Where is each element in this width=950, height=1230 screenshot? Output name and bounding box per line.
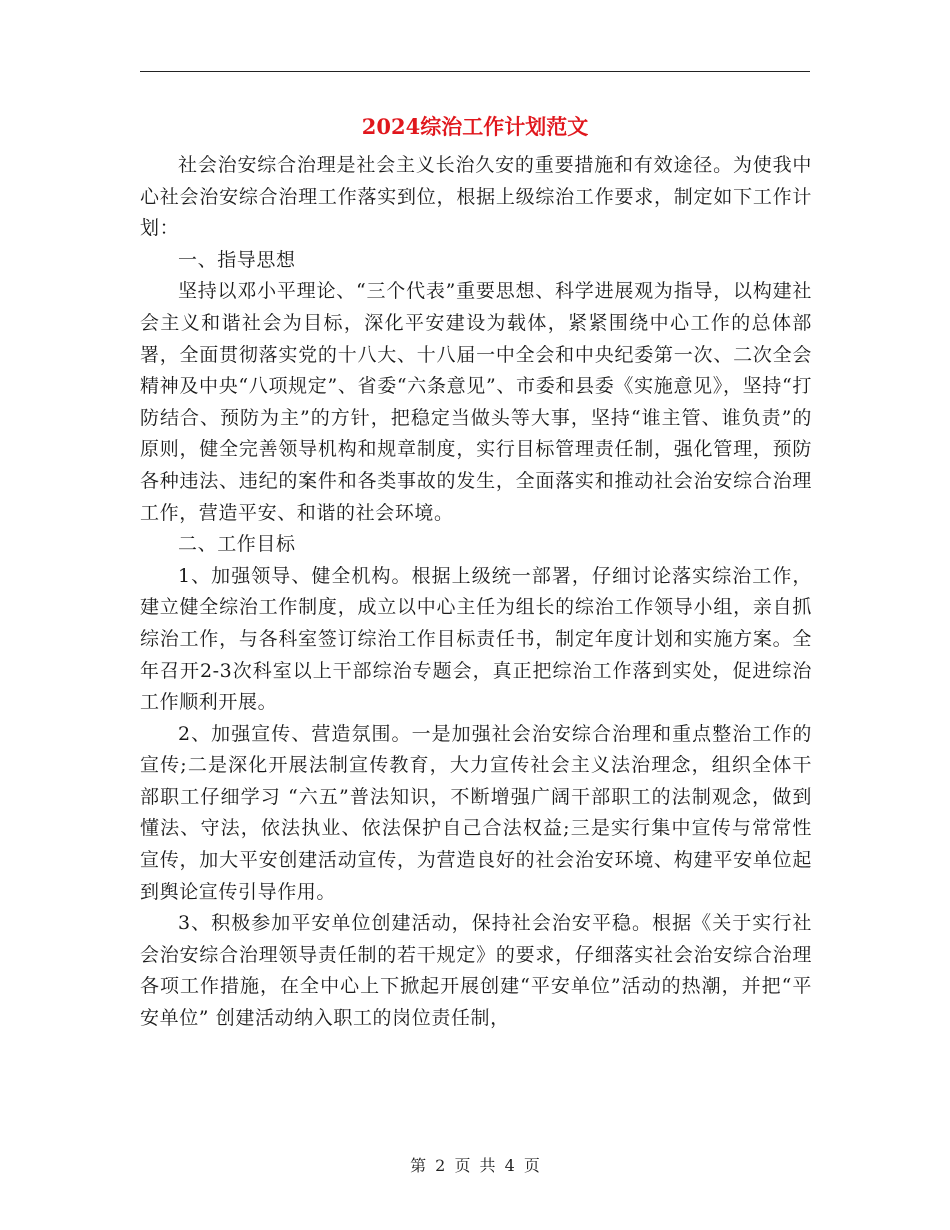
section-heading-work-goals: 二、工作目标 (178, 533, 296, 556)
section-heading-guiding-thought: 一、指导思想 (178, 248, 296, 271)
paragraph-goal-3: 3、积极参加平安单位创建活动，保持社会治安平稳。根据《关于实行社会治安综合治理领导责任制的若干规定》的要求，仔细落实社会治安综合治理各项工作措施，在全中心上下掀起开展创建“平安单位”活动的热潮，并把“平安单位” 创建活动纳入职工的岗位责任制， (140, 912, 812, 1030)
document-body (140, 150, 812, 1035)
paragraph-goal-1: 1、加强领导、健全机构。根据上级统一部署，仔细讨论落实综治工作，建立健全综治工作制度，成立以中心主任为组长的综治工作领导小组，亲自抓综治工作，与各科室签订综治工作目标责任书，制定年度计划和实施方案。全年召开2-3次科室以上干部综治专题会，真正把综治工作落到实处，促进综治工作顺利开展。 (140, 564, 812, 714)
header-rule (140, 71, 810, 72)
paragraph-intro: 社会治安综合治理是社会主义长治久安的重要措施和有效途径。为使我中心社会治安综合治理工作落实到位，根据上级综治工作要求，制定如下工作计划： (140, 154, 812, 240)
paragraph-goal-2: 2、加强宣传、营造氛围。一是加强社会治安综合治理和重点整治工作的宣传;二是深化开展法制宣传教育，大力宣传社会主义法治理念，组织全体干部职工仔细学习 “六五”普法知识，不断增强广阔干部职工的法制观念，做到懂法、守法，依法执业、依法保护自己合法权益;三是实行集中宣传与常常性宣传，加大平安创建活动宣传，为营造良好的社会治安环境、构建平安单位起到舆论宣传引导作用。 (140, 722, 812, 903)
page-number: 第 2 页 共 4 页 (410, 1156, 540, 1175)
document-title: 2024综治工作计划范文 (361, 114, 589, 139)
paragraph-guiding-thought: 坚持以邓小平理论、“三个代表”重要思想、科学进展观为指导，以构建社会主义和谐社会为目标，深化平安建设为载体，紧紧围绕中心工作的总体部署，全面贯彻落实党的十八大、十八届一中全会和中央纪委第一次、二次全会精神及中央“八项规定”、省委“六条意见”、市委和县委《实施意见》，坚持“打防结合、预防为主”的方针，把稳定当做头等大事，坚持“谁主管、谁负责”的原则，健全完善领导机构和规章制度，实行目标管理责任制，强化管理，预防各种违法、违纪的案件和各类事故的发生，全面落实和推动社会治安综合治理工作，营造平安、和谐的社会环境。 (140, 280, 812, 524)
